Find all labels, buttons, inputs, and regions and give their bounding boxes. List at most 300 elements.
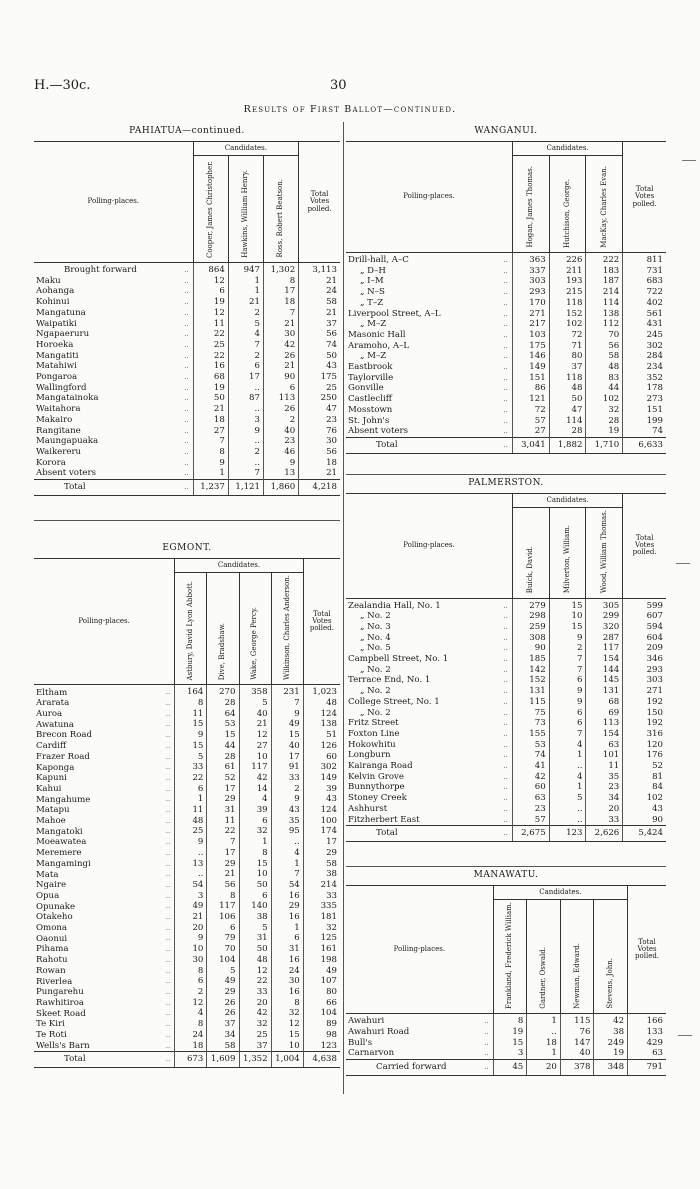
table-row	[346, 718, 666, 729]
polling-place: Oaonui	[36, 933, 68, 944]
vote-count: 8	[263, 276, 298, 287]
total-votes: 133	[628, 1027, 666, 1038]
table-row	[34, 891, 340, 902]
total-label: Total	[34, 1052, 156, 1068]
section-divider	[346, 474, 666, 475]
vote-count: 13	[263, 468, 298, 479]
table-row	[34, 762, 340, 773]
results-table	[346, 493, 666, 842]
vote-count: 8	[207, 891, 239, 902]
total-votes: 56	[299, 329, 340, 340]
vote-count: 183	[586, 266, 623, 277]
vote-count: 10	[239, 869, 271, 880]
vote-count: 42	[239, 773, 271, 784]
vote-count: 102	[586, 394, 623, 405]
vote-count: 54	[271, 880, 303, 891]
leader-dots: ..	[165, 902, 171, 911]
section-pahiatua	[34, 126, 340, 496]
leader-dots: ..	[165, 955, 171, 964]
vote-count: 27	[239, 741, 271, 752]
vote-count: 19	[594, 1048, 628, 1059]
leader-dots: ..	[184, 469, 189, 478]
vote-count: 23	[512, 804, 549, 815]
vote-count: 35	[271, 816, 303, 827]
vote-count: 24	[175, 1030, 207, 1041]
leader-dots: ..	[184, 298, 189, 307]
total-votes-header: Total Votes polled.	[623, 142, 666, 253]
total-votes: 209	[623, 643, 666, 654]
polling-place: Hokowhitu	[348, 739, 396, 750]
polling-place: „ No. 4	[360, 632, 391, 643]
total-votes: 561	[623, 309, 666, 320]
vote-count: 87	[228, 393, 263, 404]
total-votes-header: Total Votes polled.	[628, 886, 666, 1014]
candidate-name	[263, 156, 298, 263]
total-votes: 166	[628, 1014, 666, 1027]
polling-place: „ M–Z	[360, 319, 387, 330]
polling-place: Absent voters	[36, 468, 97, 479]
candidate-name	[193, 156, 228, 263]
vote-count: 16	[271, 987, 303, 998]
polling-place: Stoney Creek	[348, 793, 407, 804]
polling-place: Mosstown	[348, 404, 393, 415]
candidate-name-text: Buick, David.	[526, 545, 535, 594]
total-votes: 24	[299, 286, 340, 297]
leader-dots: ..	[165, 913, 171, 922]
total-votes: 56	[299, 447, 340, 458]
total-votes: 74	[299, 340, 340, 351]
total-votes: 271	[623, 686, 666, 697]
polling-place: Maku	[36, 275, 61, 286]
vote-count: 9	[549, 633, 586, 644]
vote-count: 28	[207, 698, 239, 709]
vote-count: 72	[512, 405, 549, 416]
table-row	[34, 816, 340, 827]
vote-count: 42	[594, 1014, 628, 1027]
leader-dots: ..	[165, 859, 171, 868]
leader-dots: ..	[503, 719, 508, 728]
candidate-name-text: Gardner, Oswald.	[538, 947, 547, 1009]
vote-count: 6	[549, 675, 586, 686]
vote-count: 154	[586, 654, 623, 665]
vote-count: 7	[549, 665, 586, 676]
vote-count: 50	[549, 394, 586, 405]
polling-place: Rahotu	[36, 955, 68, 966]
vote-count: 21	[193, 404, 228, 415]
vote-count: 20	[239, 998, 271, 1009]
vote-count: 303	[512, 276, 549, 287]
total-votes: 90	[623, 815, 666, 826]
vote-count: 170	[512, 298, 549, 309]
vote-count: 279	[512, 598, 549, 611]
vote-count: 9	[549, 686, 586, 697]
polling-place: Mahoe	[36, 816, 66, 827]
vote-count: 22	[193, 351, 228, 362]
polling-place: Masonic Hall	[348, 329, 406, 340]
vote-count: 211	[549, 266, 586, 277]
total-votes: 25	[299, 383, 340, 394]
vote-count: 60	[512, 782, 549, 793]
table-row	[346, 319, 666, 330]
total-votes: 21	[299, 468, 340, 479]
vote-count: 33	[271, 773, 303, 784]
vote-count: 21	[228, 297, 263, 308]
leader-dots: ..	[165, 720, 171, 729]
polling-place: Carnarvon	[348, 1048, 395, 1059]
total-votes-header: Total Votes polled.	[299, 142, 340, 263]
vote-count: 18	[175, 1041, 207, 1052]
vote-count: 26	[207, 1008, 239, 1019]
table-row	[34, 933, 340, 944]
vote-count: 42	[512, 772, 549, 783]
vote-count: 42	[239, 1008, 271, 1019]
vote-count: 17	[271, 752, 303, 763]
leader-dots: ..	[503, 384, 508, 393]
table-row	[346, 761, 666, 772]
vote-count: 21	[175, 912, 207, 923]
vote-count: 71	[549, 341, 586, 352]
table-row	[346, 330, 666, 341]
total-votes: 23	[299, 415, 340, 426]
candidates-header: Candidates.	[512, 494, 622, 508]
vote-count: 72	[549, 330, 586, 341]
total-votes: 293	[623, 665, 666, 676]
vote-count: 187	[586, 276, 623, 287]
vote-count: 19	[193, 383, 228, 394]
vote-count: 48	[549, 383, 586, 394]
total-label: Total	[346, 826, 493, 842]
vote-count: 117	[207, 901, 239, 912]
vote-count: 10	[239, 752, 271, 763]
total-votes: 683	[623, 276, 666, 287]
vote-count: 57	[512, 416, 549, 427]
candidate-name-text: Cooper, James Christopher.	[206, 160, 215, 258]
vote-count: 2	[228, 447, 263, 458]
vote-count: 154	[586, 729, 623, 740]
leader-dots: ..	[165, 880, 171, 889]
vote-count: 11	[586, 761, 623, 772]
vote-count: 1	[271, 859, 303, 870]
vote-count: 2	[228, 351, 263, 362]
results-table	[346, 141, 666, 454]
total-votes: 150	[623, 708, 666, 719]
grand-total: 4,218	[299, 480, 340, 496]
margin-mark	[678, 1035, 692, 1036]
vote-count: 31	[239, 933, 271, 944]
vote-count: 11	[193, 319, 228, 330]
table-row	[34, 340, 340, 351]
polling-place: Waitahora	[36, 404, 81, 415]
vote-count: 64	[207, 709, 239, 720]
table-row	[346, 750, 666, 761]
vote-count: 103	[512, 330, 549, 341]
table-row	[346, 341, 666, 352]
vote-count: 15	[549, 622, 586, 633]
leader-dots: ..	[503, 708, 508, 717]
total-votes: 234	[623, 362, 666, 373]
vote-count: 151	[512, 373, 549, 384]
vote-count: 40	[239, 709, 271, 720]
leader-dots: ..	[184, 383, 189, 392]
polling-place: Zealandia Hall, No. 1	[348, 600, 441, 611]
leader-dots: ..	[156, 1052, 174, 1068]
vote-count: 30	[263, 329, 298, 340]
vote-count: 217	[512, 319, 549, 330]
table-row	[346, 1027, 666, 1038]
total-votes: 84	[623, 782, 666, 793]
polling-place: Gonville	[348, 383, 384, 394]
vote-count: 118	[549, 298, 586, 309]
table-row	[34, 805, 340, 816]
total-votes: 124	[303, 805, 340, 816]
candidates-header: Candidates.	[493, 886, 627, 900]
vote-count: 4	[239, 794, 271, 805]
total-votes: 17	[303, 837, 340, 848]
polling-places-header: Polling-places.	[346, 886, 493, 1014]
vote-count: 44	[586, 383, 623, 394]
vote-count: 30	[271, 976, 303, 987]
page-title: Results of First Ballot—continued.	[243, 104, 457, 115]
total-votes: 100	[303, 816, 340, 827]
vote-count: 48	[239, 955, 271, 966]
table-row	[34, 415, 340, 426]
total-votes: 192	[623, 697, 666, 708]
vote-count: 142	[512, 665, 549, 676]
leader-dots: ..	[503, 266, 508, 275]
table-row	[34, 329, 340, 340]
polling-place: Awatuna	[36, 719, 74, 730]
vote-count: 7	[207, 837, 239, 848]
polling-place: Eltham	[36, 687, 68, 698]
page-number: 30	[330, 78, 347, 93]
vote-count: ..	[527, 1027, 561, 1038]
leader-dots: ..	[165, 773, 171, 782]
vote-count: 2	[263, 415, 298, 426]
vote-count: 287	[586, 633, 623, 644]
leader-dots: ..	[503, 772, 508, 781]
leader-dots: ..	[503, 298, 508, 307]
vote-count: 70	[207, 944, 239, 955]
leader-dots: ..	[503, 729, 508, 738]
polling-place: Frazer Road	[36, 751, 90, 762]
vote-count: 6	[549, 718, 586, 729]
vote-count: 5	[239, 923, 271, 934]
leader-dots: ..	[503, 644, 508, 653]
total-votes: 599	[623, 598, 666, 611]
vote-count: 41	[512, 761, 549, 772]
leader-dots: ..	[184, 405, 189, 414]
total-row	[34, 1052, 340, 1068]
vote-count: 53	[512, 740, 549, 751]
polling-place: Kahui	[36, 783, 62, 794]
table-row	[346, 697, 666, 708]
total-votes: 18	[299, 458, 340, 469]
polling-place: Maungapuaka	[36, 436, 99, 447]
candidates-header: Candidates.	[193, 142, 299, 156]
polling-place: Ashhurst	[348, 803, 388, 814]
vote-count: 5	[239, 698, 271, 709]
leader-dots: ..	[165, 988, 171, 996]
vote-count: 145	[586, 675, 623, 686]
polling-place: Matapu	[36, 805, 70, 816]
section-title: EGMONT.	[162, 543, 212, 553]
vote-count: 8	[239, 848, 271, 859]
vote-count: 61	[207, 762, 239, 773]
vote-count: 8	[493, 1014, 527, 1027]
table-row	[346, 298, 666, 309]
section-egmont	[34, 543, 340, 1068]
table-row	[346, 1038, 666, 1049]
results-table	[346, 885, 666, 1076]
vote-count: 214	[586, 287, 623, 298]
vote-count: 112	[586, 319, 623, 330]
polling-place: Mata	[36, 869, 59, 880]
vote-count: 1	[228, 286, 263, 297]
table-row	[34, 319, 340, 330]
polling-place: „ No. 2	[360, 611, 391, 622]
total-votes: 43	[623, 804, 666, 815]
leader-dots: ..	[503, 751, 508, 760]
polling-place: Drill-hall, A–C	[348, 255, 409, 265]
vote-count: 155	[512, 729, 549, 740]
vote-count: 231	[271, 685, 303, 698]
vote-count: 63	[512, 793, 549, 804]
vote-count: 23	[263, 436, 298, 447]
total-votes: 245	[623, 330, 666, 341]
vote-count: 308	[512, 633, 549, 644]
candidate-name	[175, 573, 207, 685]
table-row	[346, 782, 666, 793]
total-vote-count: 2,626	[586, 826, 623, 842]
leader-dots: ..	[503, 256, 508, 264]
total-label: Carried forward	[346, 1060, 474, 1076]
table-row	[346, 622, 666, 633]
total-votes: 43	[303, 794, 340, 805]
vote-count: 9	[263, 458, 298, 469]
vote-count: 3	[228, 415, 263, 426]
vote-count: 337	[512, 266, 549, 277]
vote-count: 38	[239, 912, 271, 923]
table-row	[346, 1014, 666, 1027]
table-row	[346, 665, 666, 676]
total-votes: 51	[303, 730, 340, 741]
vote-count: 49	[271, 719, 303, 730]
vote-count: 9	[549, 697, 586, 708]
total-votes: 58	[299, 297, 340, 308]
leader-dots: ..	[503, 665, 508, 674]
polling-places-header: Polling-places.	[346, 142, 512, 253]
vote-count: 9	[228, 426, 263, 437]
vote-count: 9	[175, 837, 207, 848]
total-votes: 98	[303, 1030, 340, 1041]
table-row	[346, 729, 666, 740]
polling-place: „ No. 3	[360, 621, 391, 632]
vote-count: 131	[512, 686, 549, 697]
margin-mark	[682, 160, 696, 161]
vote-count: 63	[586, 740, 623, 751]
total-vote-count: 1,237	[193, 480, 228, 496]
leader-dots: ..	[503, 687, 508, 696]
vote-count: 7	[193, 436, 228, 447]
leader-dots: ..	[503, 794, 508, 803]
total-votes: 32	[303, 923, 340, 934]
table-row	[346, 383, 666, 394]
vote-count: 149	[512, 362, 549, 373]
leader-dots: ..	[165, 784, 171, 793]
table-row	[34, 923, 340, 934]
vote-count: 17	[263, 286, 298, 297]
vote-count: 21	[263, 319, 298, 330]
vote-count: 21	[239, 719, 271, 730]
polling-place: Cardiff	[36, 741, 67, 752]
vote-count: ..	[271, 837, 303, 848]
leader-dots: ..	[184, 340, 189, 349]
polling-place: Kaponga	[36, 762, 75, 773]
polling-places-header: Polling-places.	[346, 494, 512, 599]
vote-count: 27	[512, 426, 549, 437]
section-title: PAHIATUA—continued.	[129, 126, 245, 136]
vote-count: 52	[207, 773, 239, 784]
leader-dots: ..	[184, 426, 189, 435]
vote-count: ..	[175, 869, 207, 880]
leader-dots: ..	[165, 709, 171, 718]
polling-place: Riverlea	[36, 976, 73, 987]
leader-dots: ..	[503, 341, 508, 350]
vote-count: 3	[493, 1048, 527, 1059]
table-row	[346, 708, 666, 719]
vote-count: 222	[586, 253, 623, 266]
polling-place: Aohanga	[36, 286, 75, 297]
leader-dots: ..	[184, 437, 189, 446]
total-votes: 214	[303, 880, 340, 891]
vote-count: 15	[549, 598, 586, 611]
total-votes: 250	[299, 393, 340, 404]
vote-count: 15	[239, 859, 271, 870]
leader-dots: ..	[503, 277, 508, 286]
total-votes: 37	[299, 319, 340, 330]
polling-place: Castlecliff	[348, 394, 392, 405]
vote-count: 2	[271, 784, 303, 795]
leader-dots: ..	[484, 1038, 489, 1047]
candidate-name-text: Wood, William Thomas.	[599, 510, 608, 594]
leader-dots: ..	[493, 826, 512, 842]
polling-place: Pihama	[36, 944, 69, 955]
total-vote-count: 1,609	[207, 1052, 239, 1068]
vote-count: 21	[207, 869, 239, 880]
table-row	[34, 308, 340, 319]
leader-dots: ..	[184, 362, 189, 371]
leader-dots: ..	[165, 998, 171, 1007]
vote-count: 15	[271, 730, 303, 741]
vote-count: 29	[207, 859, 239, 870]
total-votes: 151	[623, 405, 666, 416]
total-votes: 52	[623, 761, 666, 772]
vote-count: 24	[271, 966, 303, 977]
vote-count: 25	[239, 1030, 271, 1041]
vote-count: 131	[586, 686, 623, 697]
table-row	[346, 675, 666, 686]
candidates-header: Candidates.	[175, 559, 304, 573]
table-row	[34, 372, 340, 383]
total-votes: 431	[623, 319, 666, 330]
table-row	[34, 955, 340, 966]
candidate-name-text: Frankland, Frederick William.	[505, 902, 514, 1009]
section-divider	[34, 520, 340, 521]
vote-count: 29	[207, 987, 239, 998]
table-row	[346, 416, 666, 427]
vote-count: 46	[263, 447, 298, 458]
vote-count: 26	[263, 404, 298, 415]
